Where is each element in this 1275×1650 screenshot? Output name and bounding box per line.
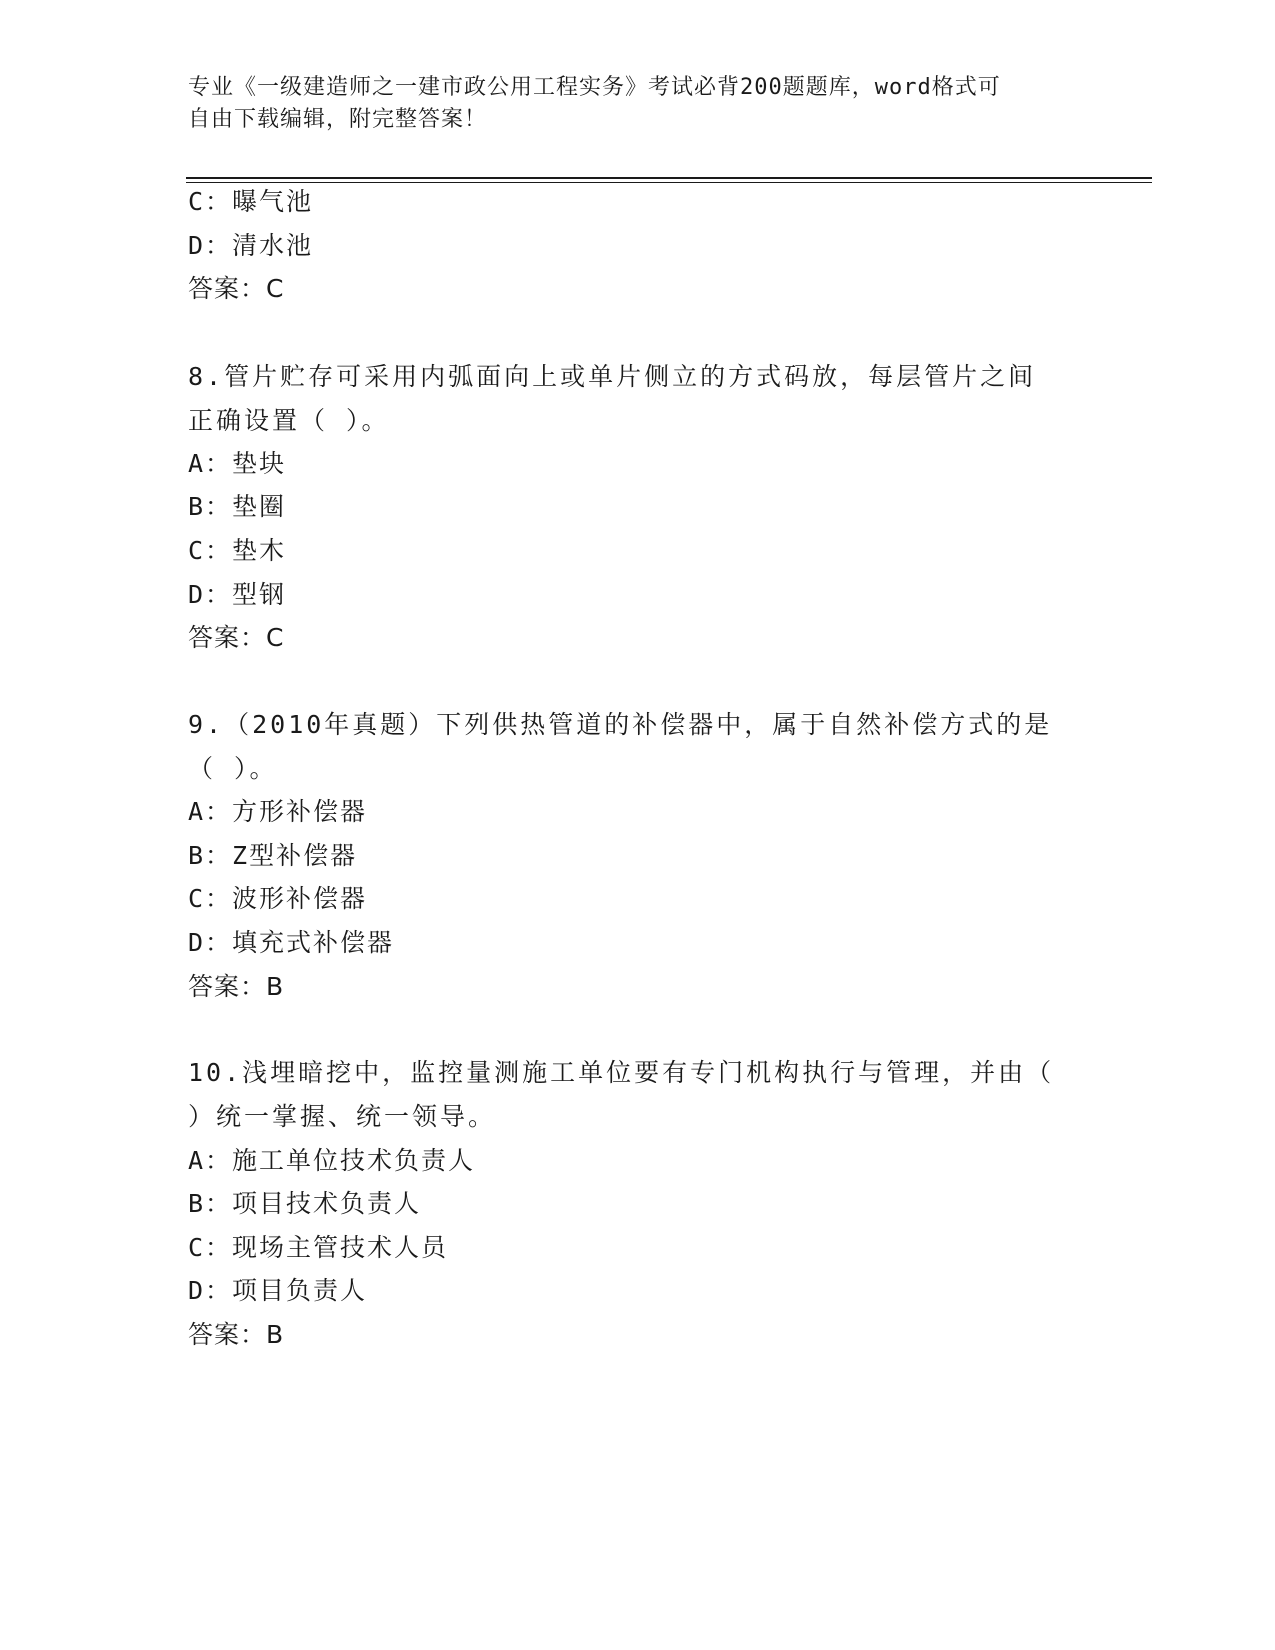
q8-option-d: D：型钢 bbox=[188, 580, 287, 609]
q9-option-c: C：波形补偿器 bbox=[188, 884, 368, 913]
q7-option-c: C：曝气池 bbox=[188, 187, 314, 216]
q10-option-b: B：项目技术负责人 bbox=[188, 1189, 422, 1218]
q8-option-c: C：垫木 bbox=[188, 536, 287, 565]
q9-stem-line-1: 9.（2010年真题）下列供热管道的补偿器中，属于自然补偿方式的是 bbox=[188, 710, 1053, 739]
header-line-1: 专业《一级建造师之一建市政公用工程实务》考试必背200题题库，word格式可 bbox=[188, 75, 1001, 100]
q10-stem-line-1: 10.浅埋暗挖中，监控量测施工单位要有专门机构执行与管理，并由（ bbox=[188, 1058, 1055, 1087]
q8-answer: 答案：C bbox=[188, 623, 285, 652]
q9-option-a: A：方形补偿器 bbox=[188, 797, 368, 826]
q9-option-d: D：填充式补偿器 bbox=[188, 928, 395, 957]
q10-option-d: D：项目负责人 bbox=[188, 1276, 368, 1305]
q9-stem-line-2: （ ）。 bbox=[188, 754, 278, 783]
q7-answer: 答案：C bbox=[188, 274, 285, 303]
q8-stem-line-1: 8.管片贮存可采用内弧面向上或单片侧立的方式码放，每层管片之间 bbox=[188, 362, 1037, 391]
q8-option-b: B：垫圈 bbox=[188, 492, 287, 521]
document-header bbox=[188, 72, 1068, 136]
q9-option-b: B：Z型补偿器 bbox=[188, 841, 358, 870]
q8-stem-line-2: 正确设置（ ）。 bbox=[188, 406, 390, 435]
q10-option-c: C：现场主管技术人员 bbox=[188, 1233, 449, 1262]
q10-option-a: A：施工单位技术负责人 bbox=[188, 1146, 476, 1175]
q8-option-a: A：垫块 bbox=[188, 449, 287, 478]
q7-option-d: D：清水池 bbox=[188, 231, 314, 260]
header-divider-thick bbox=[186, 177, 1152, 179]
q9-answer: 答案：B bbox=[188, 972, 285, 1001]
header-line-2: 自由下载编辑，附完整答案！ bbox=[188, 107, 488, 132]
q10-stem-line-2: ）统一掌握、统一领导。 bbox=[188, 1102, 497, 1131]
header-divider-thin bbox=[186, 182, 1152, 183]
q10-answer: 答案：B bbox=[188, 1320, 285, 1349]
